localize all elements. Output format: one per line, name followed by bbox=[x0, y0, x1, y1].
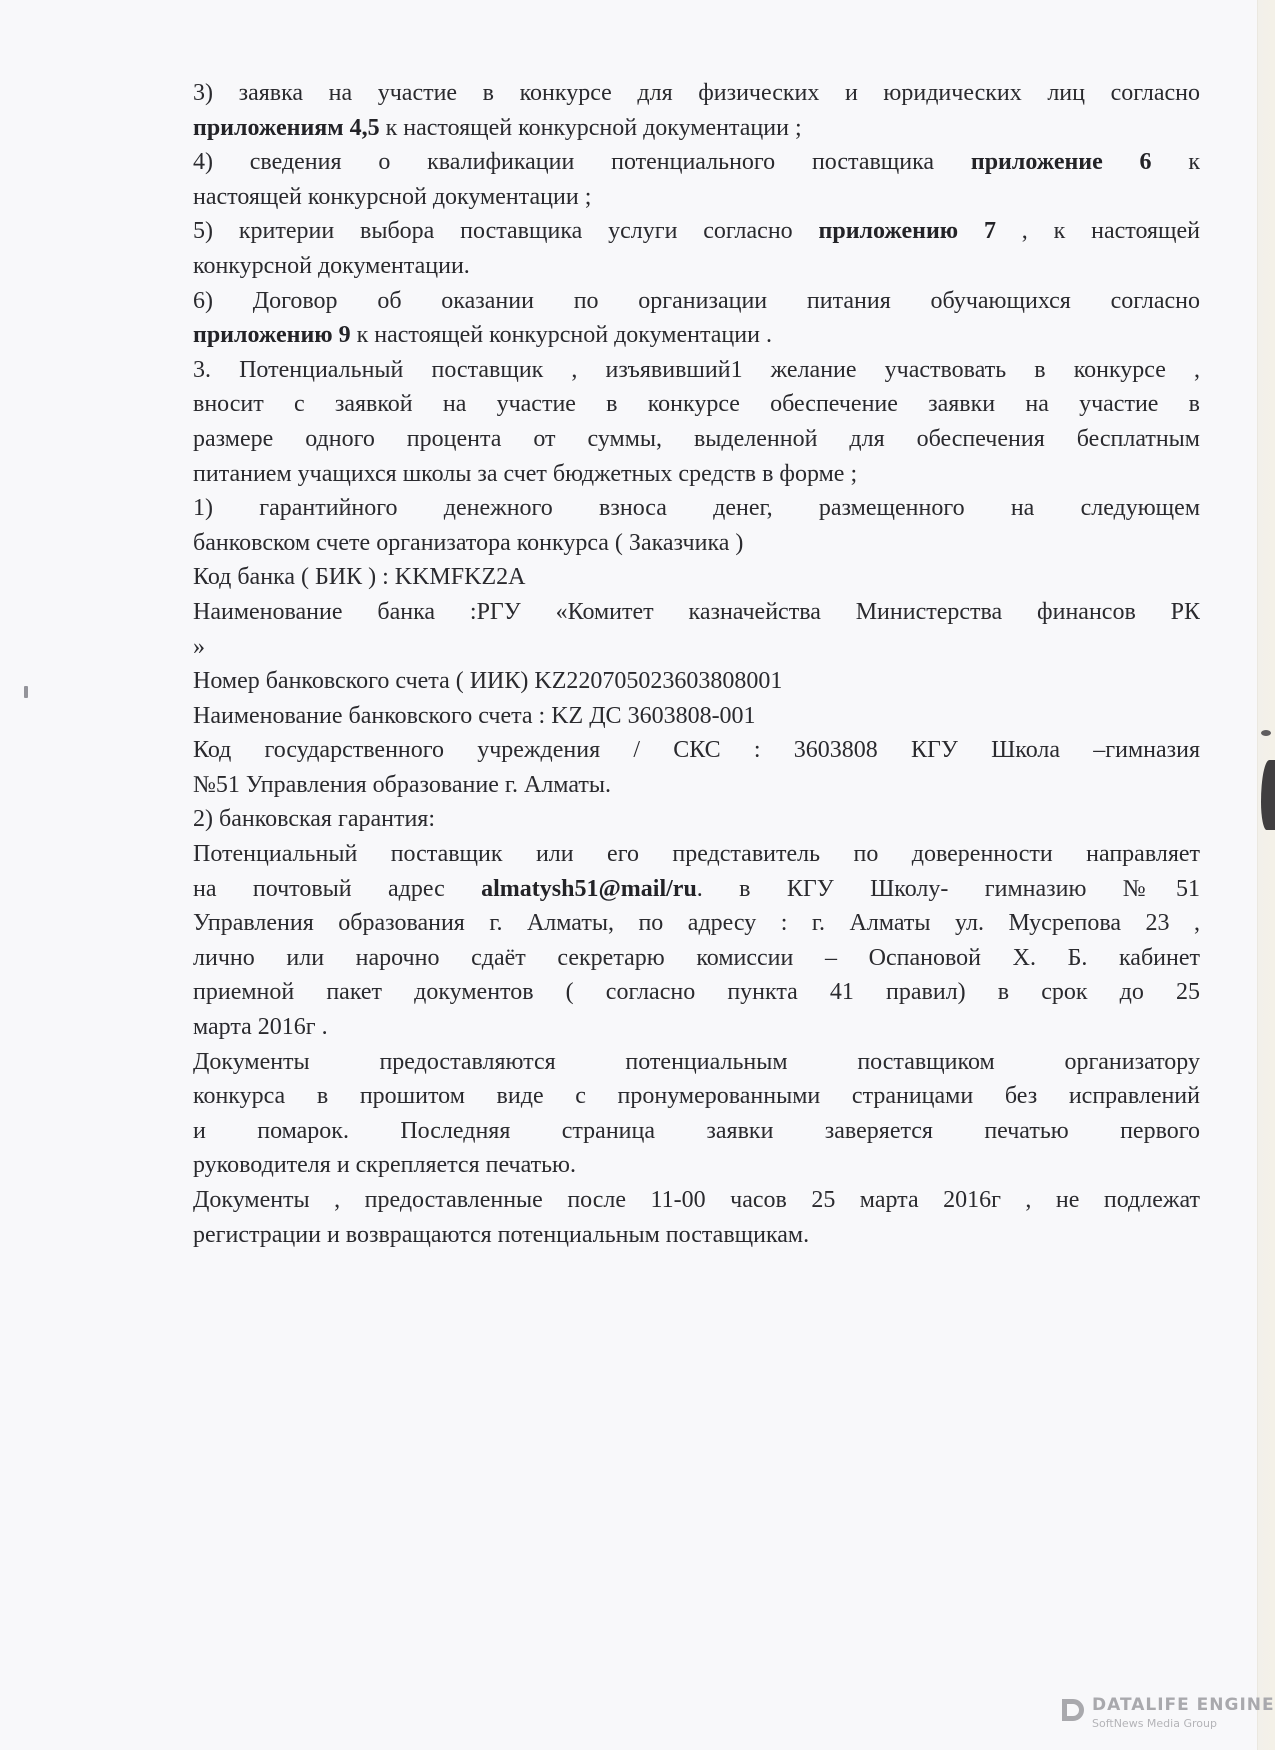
document-line bbox=[193, 387, 1200, 422]
document-line bbox=[193, 595, 1200, 630]
line-text: лично или нарочно сдаёт секретарю комиссии – Оспановой Х. Б. кабинет bbox=[193, 944, 1200, 971]
document-line bbox=[193, 249, 1200, 284]
line-text: Код государственного учреждения / СКС : 3603808 КГУ Школа –гимназия bbox=[193, 737, 1200, 764]
document-line bbox=[193, 145, 1200, 180]
scan-edge-blot bbox=[1261, 760, 1275, 830]
document-line bbox=[193, 837, 1200, 872]
line-text: марта 2016г . bbox=[193, 1014, 328, 1041]
document-line bbox=[193, 180, 1200, 215]
line-text: к настоящей конкурсной документации . bbox=[350, 322, 772, 349]
document-line bbox=[193, 214, 1200, 249]
line-text: 3. Потенциальный поставщик , изъявивший1 желание участвовать в конкурсе , bbox=[193, 356, 1200, 383]
line-text: к bbox=[1151, 149, 1200, 176]
document-line bbox=[193, 353, 1200, 388]
bold-reference: приложению 9 bbox=[193, 322, 351, 349]
line-text: Документы , предоставленные после 11-00 часов 25 марта 2016г , не подлежат bbox=[193, 1187, 1200, 1213]
document-line bbox=[193, 111, 1200, 146]
line-text: Управления образования г. Алматы, по адресу : г. Алматы ул. Мусрепова 23 , bbox=[193, 910, 1200, 937]
line-text: 6) Договор об оказании по организации питания обучающихся согласно bbox=[193, 287, 1200, 314]
line-text: 5) критерии выбора поставщика услуги согласно bbox=[193, 218, 819, 245]
document-line bbox=[193, 906, 1200, 941]
document-line bbox=[193, 872, 1200, 907]
line-text: банковском счете организатора конкурса ( Заказчика ) bbox=[193, 529, 744, 556]
document-line bbox=[193, 802, 1200, 837]
document-line bbox=[193, 318, 1200, 353]
document-line bbox=[193, 76, 1200, 111]
document-line bbox=[193, 975, 1200, 1010]
line-text: конкурса в прошитом виде с пронумерованными страницами без исправлений bbox=[193, 1083, 1200, 1110]
bold-reference: приложению 7 bbox=[818, 218, 996, 245]
line-text: конкурсной документации. bbox=[193, 252, 470, 279]
document-line bbox=[193, 941, 1200, 976]
line-text: приемной пакет документов ( согласно пункта 41 правил) в срок до 25 bbox=[193, 979, 1200, 1006]
line-text: и помарок. Последняя страница заявки заверяется печатью первого bbox=[193, 1117, 1200, 1144]
bold-reference: приложениям 4,5 bbox=[193, 114, 380, 141]
document-line bbox=[193, 526, 1200, 561]
line-text: на почтовый адрес bbox=[193, 875, 482, 902]
line-text: 3) заявка на участие в конкурсе для физических и юридических лиц согласно bbox=[193, 80, 1200, 106]
document-body bbox=[193, 76, 1200, 1252]
document-line bbox=[193, 1114, 1200, 1149]
line-text: Наименование банковского счета : KZ ДС 3603808-001 bbox=[193, 702, 756, 729]
document-line bbox=[193, 1218, 1200, 1253]
line-text: размере одного процента от суммы, выделенной для обеспечения бесплатным bbox=[193, 425, 1200, 452]
line-text: Документы предоставляются потенциальным поставщиком организатору bbox=[193, 1048, 1200, 1075]
scan-left-mark bbox=[24, 686, 28, 698]
line-text: » bbox=[193, 633, 205, 660]
line-text: Номер банковского счета ( ИИК) KZ220705023603808001 bbox=[193, 668, 783, 695]
document-line bbox=[193, 699, 1200, 734]
document-line bbox=[193, 491, 1200, 526]
line-text: 1) гарантийного денежного взноса денег, размещенного на следующем bbox=[193, 495, 1200, 522]
line-text: вносит с заявкой на участие в конкурсе обеспечение заявки на участие в bbox=[193, 391, 1200, 418]
line-text: Потенциальный поставщик или его представитель по доверенности направляет bbox=[193, 841, 1200, 868]
line-text: настоящей конкурсной документации ; bbox=[193, 183, 592, 210]
document-line bbox=[193, 664, 1200, 699]
document-line bbox=[193, 560, 1200, 595]
document-line bbox=[193, 1079, 1200, 1114]
document-line bbox=[193, 422, 1200, 457]
line-text: №51 Управления образование г. Алматы. bbox=[193, 771, 611, 798]
document-line bbox=[193, 1045, 1200, 1080]
document-line bbox=[193, 1148, 1200, 1183]
watermark bbox=[1062, 1695, 1275, 1737]
line-text: к настоящей конкурсной документации ; bbox=[379, 114, 802, 141]
bold-reference: almatysh51@mail/ru bbox=[481, 875, 697, 902]
line-text: руководителя и скрепляется печатью. bbox=[193, 1152, 576, 1179]
line-text: . в КГУ Школу- гимназию №51 bbox=[696, 875, 1200, 902]
document-line bbox=[193, 768, 1200, 803]
line-text: питанием учащихся школы за счет бюджетных средств в форме ; bbox=[193, 460, 858, 487]
document-line bbox=[193, 457, 1200, 492]
line-text: регистрации и возвращаются потенциальным поставщикам. bbox=[193, 1221, 810, 1248]
line-text: Наименование банка :РГУ «Комитет казначейства Министерства финансов РК bbox=[193, 598, 1200, 625]
line-text: 4) сведения о квалификации потенциального поставщика bbox=[193, 149, 971, 176]
watermark-logo-icon bbox=[1062, 1699, 1084, 1721]
document-line bbox=[193, 630, 1200, 665]
scan-edge-mark bbox=[1261, 730, 1271, 736]
watermark-subtitle: SoftNews Media Group bbox=[1092, 1717, 1217, 1730]
watermark-title: DATALIFE ENGINE bbox=[1092, 1695, 1275, 1715]
scan-right-edge bbox=[1257, 0, 1275, 1750]
bold-reference: приложение 6 bbox=[970, 149, 1152, 176]
line-text: 2) банковская гарантия: bbox=[193, 806, 436, 833]
line-text: Код банка ( БИК ) : KKMFKZ2A bbox=[193, 564, 526, 591]
document-line bbox=[193, 1183, 1200, 1218]
document-line bbox=[193, 733, 1200, 768]
document-line bbox=[193, 284, 1200, 319]
line-text: , к настоящей bbox=[995, 218, 1200, 245]
document-line bbox=[193, 1010, 1200, 1045]
